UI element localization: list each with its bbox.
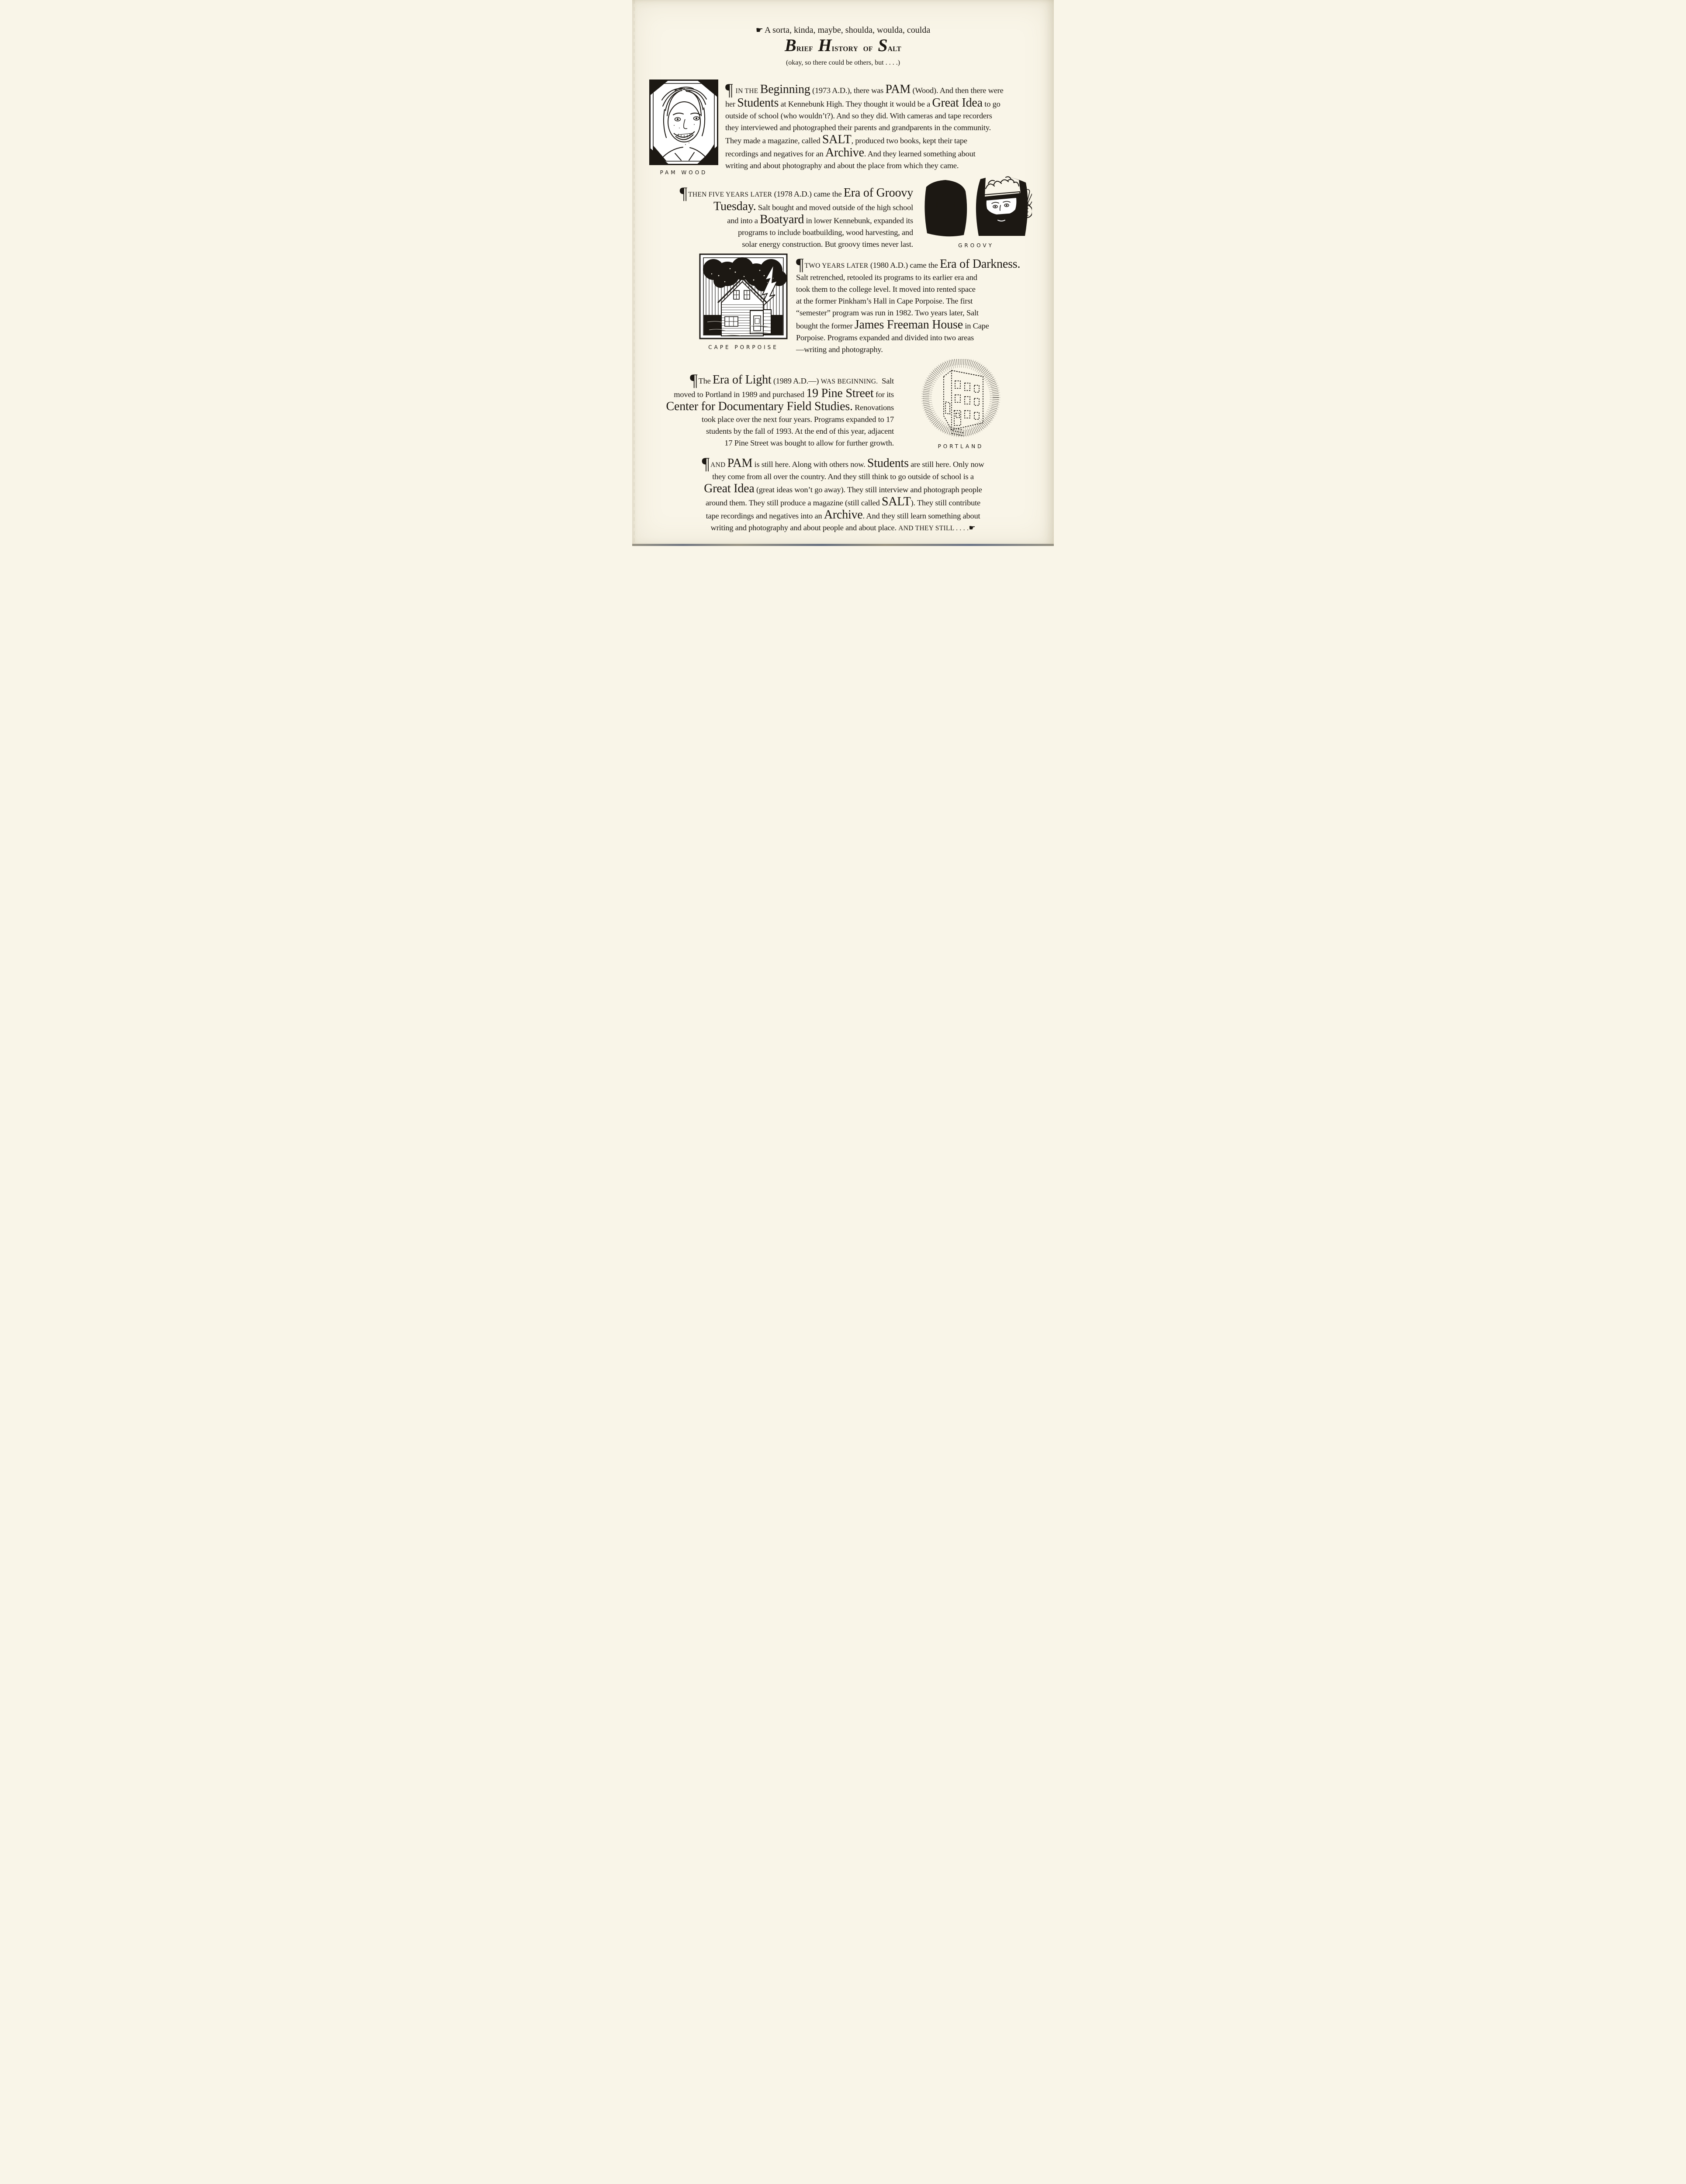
- figure-caption-portland: PORTLAND: [938, 443, 984, 449]
- paragraph-and-pam: ¶ AND PAM is still here. Along with others now. Students are still here. Only now they come from all over the country. And they still think to go outside of school is a Great Idea (great ideas won’t go away). They still interview and photograph people around them. They still produce a magazine (still called SALT). They still contribute tape recordings and negatives into an Archive. And they still learn something about writing and photography and about people and about place. AND THEY STILL . . . .☛: [702, 454, 984, 532]
- figure-portland: [919, 359, 1002, 449]
- groovy-hippies-illustration: [920, 174, 1032, 239]
- paragraph-era-of-darkness: ¶ TWO YEARS LATER (1980 A.D.) came the Era of Darkness. Salt retrenched, retooled its programs to its earlier era and took them to the college level. It moved into rented space at the former Pinkham’s Hall in Cape Porpoise. The first “semester” program was run in 1982. Two years later, Salt bought the former James Freeman House in Cape Porpoise. Programs expanded and divided into two areas —writing and photography.: [796, 255, 1021, 354]
- figure-cape-porpoise: [699, 253, 788, 356]
- manicule-icon: ☛: [755, 25, 763, 35]
- paragraph-beginning: ¶ IN THE Beginning (1973 A.D.), there was PAM (Wood). And then there were her Students at Kennebunk High. They thought it would be a Great Idea to go outside of school (who wouldn’t?). And so they did. With cameras and tape recorders they interviewed and photographed their parents and grandparents in the community. They made a magazine, called SALT, produced two books, kept their tape recordings and negatives for an Archive. And they learned something about writing and about photography and about the place from which they came.: [725, 80, 1004, 170]
- figure-caption-groovy: GROOVY: [958, 242, 994, 249]
- portland-building-illustration: [919, 359, 1002, 440]
- paragraph-groovy-tuesday: ¶ THEN FIVE YEARS LATER (1978 A.D.) came the Era of Groovy Tuesday. Salt bought and moved outside of the high school and into a Boatyard in lower Kennebunk, expanded its programs to include boatbuilding, wood harvesting, and solar energy construction. But groovy times never last.: [679, 184, 913, 249]
- figure-caption-pam-wood: PAM WOOD: [660, 169, 708, 176]
- page-title: BRIEF HISTORY OF SALT: [785, 35, 901, 55]
- figure-pam-wood: [648, 79, 719, 176]
- figure-groovy: [920, 174, 1032, 250]
- paragraph-era-of-light: ¶ The Era of Light (1989 A.D.—) WAS BEGINNING. Salt moved to Portland in 1989 and purchased 19 Pine Street for its Center for Documentary Field Studies. Renovations took place over the next four years. Programs expanded to 17 students by the fall of 1993. At the end of this year, adjacent 17 Pine Street was bought to allow for further growth.: [666, 371, 894, 447]
- subtitle: (okay, so there could be others, but . . . .): [786, 59, 900, 66]
- kicker-text: A sorta, kinda, maybe, shoulda, woulda, coulda: [764, 25, 931, 35]
- scan-bottom-edge: [632, 544, 1054, 546]
- section-groovy-tuesday: [658, 180, 1032, 250]
- section-era-of-light: [648, 359, 1038, 449]
- pam-wood-portrait-illustration: [649, 79, 719, 166]
- cape-porpoise-storm-illustration: [699, 253, 788, 341]
- page-header: [632, 0, 1054, 68]
- kicker-line: [632, 24, 1054, 36]
- figure-caption-cape-porpoise: CAPE PORPOISE: [708, 344, 779, 350]
- section-beginning: [648, 79, 1038, 176]
- section-era-of-darkness: [648, 253, 1038, 356]
- scanned-page-brief-history-of-salt: [632, 0, 1054, 546]
- section-and-pam: [658, 454, 1028, 534]
